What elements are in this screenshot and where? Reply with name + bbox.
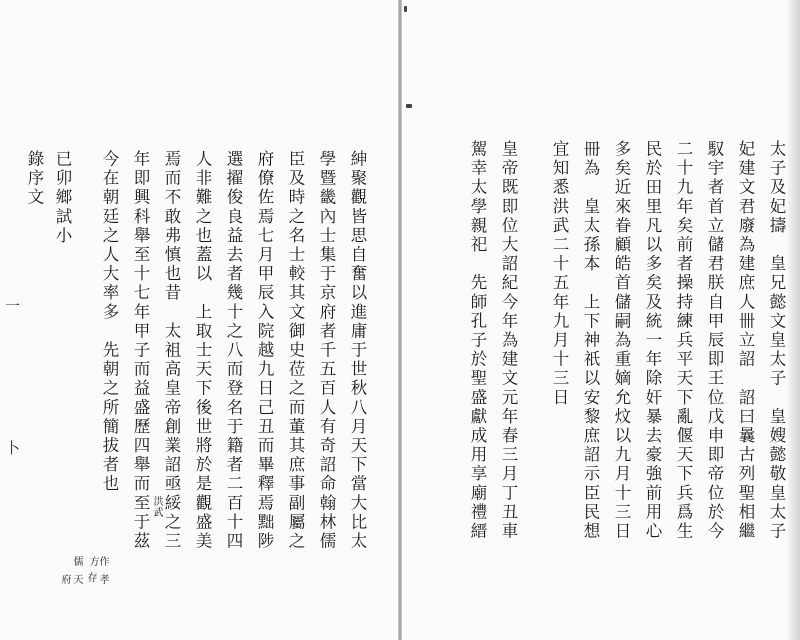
text-column: 學暨畿內士集于京府者千五百人有奇詔命翰林儒 [317, 150, 336, 552]
text-column: 今在朝廷之人大率多 先朝之所簡拔者也 [100, 150, 119, 494]
annotation-note: 天 [71, 574, 82, 585]
text-column: 紳聚觀皆思自奮以進庸于世秋八月天下當大比太 [348, 150, 367, 552]
title-column: 錄序文 [25, 150, 44, 208]
text-column: 妃建文君廢為建庶人卌立詔 詔曰曩古列聖相繼 [736, 140, 755, 542]
text-column: 焉而不敢弗慎也昔 太祖高皇帝創業詔亟綏之三 [162, 150, 181, 552]
ink-speck [406, 104, 412, 108]
text-column: 宜知悉洪武二十五年九月十三日 [550, 140, 569, 408]
annotation-note: 方 [87, 556, 98, 567]
text-column: 冊為 皇太孫本 上下神祇以安黎庶詔示臣民想 [581, 140, 600, 542]
text-column: 太子及妃擣 皇兄懿文皇太子 皇嫂懿敬皇太子 [767, 140, 786, 542]
annotation-note: 作 [97, 556, 108, 567]
text-column: 多矣近來眷顧皓首儲嗣為重嫡允炆以九月十三日 [612, 140, 631, 542]
text-column: 臣及時之名士較其文御史莅之而董其庶事副屬之 [286, 150, 305, 552]
annotation-note: 府 [59, 574, 70, 585]
text-column: 民於田里凡以多矣及統一年除奸暴去豪強前用心 [643, 140, 662, 542]
text-column: 年即興科舉至十七年甲子而益盛歷四舉而至于茲 [131, 150, 150, 552]
text-column: 駕幸太學親祀 先師孔子於聖盛獻成用享廟禮縉 [468, 140, 487, 542]
annotation-note: 洪武 [151, 496, 162, 518]
ink-speck [404, 6, 407, 12]
text-column: 府僚佐焉七月甲辰入院越九日己丑而畢釋焉黜陟 [255, 150, 274, 552]
text-column: 人非難之也蓋以 上取士天下後世將於是觀盛美 [193, 150, 212, 552]
text-column: 二十九年矣前者操持練兵平天下亂偃天下兵爲生 [674, 140, 693, 542]
title-column: 已卯鄉試小 [53, 150, 72, 246]
text-column: 馭宇者首立儲君朕自甲辰即王位戊申即帝位於今 [705, 140, 724, 542]
margin-mark: 一 [3, 298, 21, 313]
annotation-note: 孝 [97, 574, 108, 585]
annotation-note: 儒 [71, 556, 82, 567]
page-edge-right [788, 0, 800, 640]
margin-mark: 卜 [3, 440, 21, 455]
text-column: 選擢俊良益去者幾十之八而登名于籍者二百十四 [224, 150, 243, 552]
text-column: 皇帝既即位大詔紀今年為建文元年春三月丁丑車 [499, 140, 518, 542]
annotation-note: 存 [85, 572, 96, 583]
